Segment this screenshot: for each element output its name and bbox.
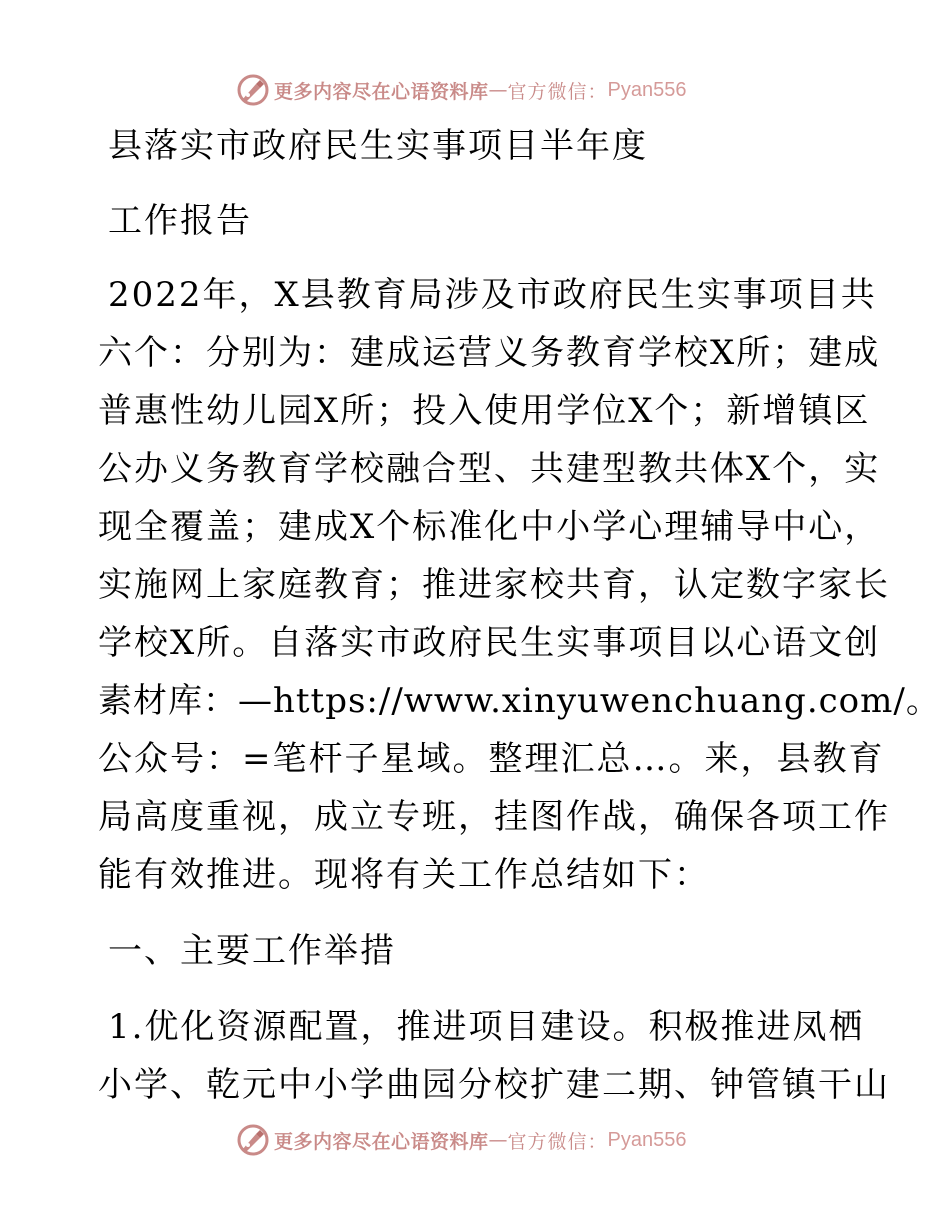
paragraph-line: 能有效推进。现将有关工作总结如下： <box>98 855 710 895</box>
paragraph-line: 小学、乾元中小学曲园分校扩建二期、钟管镇干山 <box>98 1065 890 1105</box>
watermark-sub-text: 官方微信： <box>507 1130 608 1153</box>
paragraph-line: 学校X所。自落实市政府民生实事项目以心语文创 <box>98 623 881 663</box>
watermark-main-text: 更多内容尽在心语资料库 <box>274 80 489 103</box>
watermark-dash: — <box>488 1129 508 1151</box>
paragraph-line: 2022年，X县教育局涉及市政府民生实事项目共 <box>108 275 877 315</box>
paragraph-line: 六个：分别为：建成运营义务教育学校X所；建成 <box>98 333 881 373</box>
title-line-2: 工作报告 <box>108 201 252 241</box>
watermark-main-text: 更多内容尽在心语资料库 <box>274 1130 489 1153</box>
watermark-banner-bottom <box>236 1122 687 1158</box>
paragraph-line-url: 素材库：—https://www.xinyuwenchuang.com/。 <box>98 681 941 721</box>
paragraph-line: 实施网上家庭教育；推进家校共育，认定数字家长 <box>98 565 890 605</box>
watermark-sub-text: 官方微信： <box>507 80 608 103</box>
paragraph-line: 公办义务教育学校融合型、共建型教共体X个，实 <box>98 449 881 489</box>
watermark-wechat-id: Pyan556 <box>607 78 687 101</box>
title-line-1: 县落实市政府民生实事项目半年度 <box>108 126 648 166</box>
paragraph-line: 局高度重视，成立专班，挂图作战，确保各项工作 <box>98 797 890 837</box>
paragraph-line: 现全覆盖；建成X个标准化中小学心理辅导中心， <box>98 507 881 547</box>
paragraph-line: 公众号：=笔杆子星域。整理汇总…。来，县教育 <box>98 739 885 779</box>
pen-logo-icon <box>236 1123 270 1157</box>
paragraph-line: 普惠性幼儿园X所；投入使用学位X个；新增镇区 <box>98 391 871 431</box>
section-heading-1: 一、主要工作举措 <box>108 931 396 971</box>
watermark-wechat-id: Pyan556 <box>607 1128 687 1151</box>
watermark-dash: — <box>488 79 508 101</box>
watermark-banner-top <box>236 72 687 108</box>
paragraph-line: 1.优化资源配置，推进项目建设。积极推进凤栖 <box>108 1007 865 1047</box>
pen-logo-icon <box>236 73 270 107</box>
